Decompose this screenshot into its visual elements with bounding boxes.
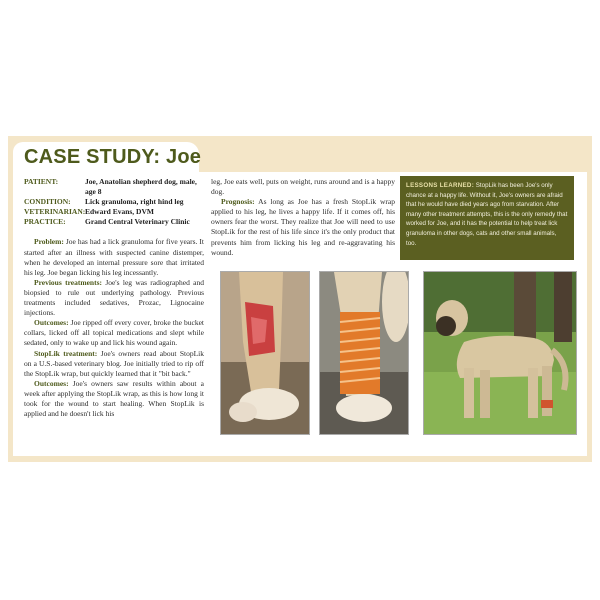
continued-paragraph: leg, Joe eats well, puts on weight, runs around and is a happy dog.	[211, 177, 395, 197]
outcomes-2-label: Outcomes:	[34, 378, 69, 388]
outcomes-label: Outcomes:	[34, 318, 69, 328]
info-label: PRACTICE:	[24, 217, 66, 227]
prognosis-text: As long as Joe has a fresh StopLik wrap applied to his leg, he lives a happy life. If it comes off, his owners fear the worst. They realize that Joe will need to use StopLik for the rest of his life since it's the only product that prevents him from licking his leg and re-aggravating his wound.	[211, 197, 395, 257]
prognosis-paragraph	[211, 197, 395, 258]
info-row-veterinarian	[24, 207, 204, 217]
info-value: Edward Evans, DVM	[85, 207, 154, 217]
previous-treatments-text: Joe's leg was radiographed and biopsied to rule out underlying pathology. Previous treatments included sedatives, Prozac, Lignocaine injections.	[24, 277, 204, 318]
previous-treatments-paragraph	[24, 278, 204, 318]
lessons-learned-box	[400, 176, 574, 260]
info-label: CONDITION:	[24, 197, 71, 207]
outcomes-text: Joe ripped off every cover, broke the bucket collars, licked off all topical medications and slept while sedated, only to wake up and lick his wound again.	[24, 318, 205, 348]
photo-wounded-leg	[220, 271, 310, 435]
info-value: Lick granuloma, right hind leg	[85, 197, 184, 207]
stoplik-treatment-text: Joe's owners read about StopLik on a U.S.-based veterinary blog. Joe initially tried to rip off the StopLik wrap, but quickly learned that it "bit back."	[24, 348, 205, 378]
info-row-patient	[24, 177, 204, 197]
info-row-condition	[24, 197, 204, 207]
problem-text: Joe has had a lick granuloma for five years. It started after an illness with suspected canine distemper, when he developed an internal pressure sore that irritated his leg. Joe began licking his leg incessantly.	[24, 237, 204, 277]
article-title: CASE STUDY: Joe	[24, 146, 202, 168]
info-label: PATIENT:	[24, 177, 59, 186]
lessons-learned-label: LESSONS LEARNED:	[406, 182, 475, 189]
outcomes-paragraph	[24, 318, 204, 348]
column-middle	[211, 177, 395, 258]
outcomes-2-paragraph	[24, 379, 204, 419]
stoplik-treatment-paragraph	[24, 349, 204, 379]
photo-wrapped-leg	[319, 271, 409, 435]
problem-paragraph	[24, 237, 204, 277]
info-value: Joe, Anatolian shepherd dog, male, age 8	[85, 177, 197, 197]
photo-dog-joe	[423, 271, 577, 435]
info-value: Grand Central Veterinary Clinic	[85, 217, 190, 227]
info-row-practice	[24, 217, 204, 227]
outcomes-2-text: Joe's owners saw results within about a week after applying the StopLik wrap, as this is how long it took for the wound to start healing. When StopLik is applied and he doesn't lick his	[24, 378, 204, 419]
info-label: VETERINARIAN:	[24, 207, 86, 217]
prognosis-label: Prognosis:	[221, 197, 255, 207]
column-left	[24, 177, 204, 419]
lessons-learned-text: StopLik has been Joe's only chance at a happy life. Without it, Joe's owners are afraid that he would have died years ago from starvation. After many other treatment attempts, this is the only remedy that worked for Joe, and it has the potential to help treat lick granuloma in other dogs, cats and other small animals, too.	[406, 182, 568, 247]
stoplik-treatment-label: StopLik treatment:	[34, 348, 98, 358]
previous-treatments-label: Previous treatments:	[34, 277, 103, 287]
problem-label: Problem:	[34, 237, 64, 247]
